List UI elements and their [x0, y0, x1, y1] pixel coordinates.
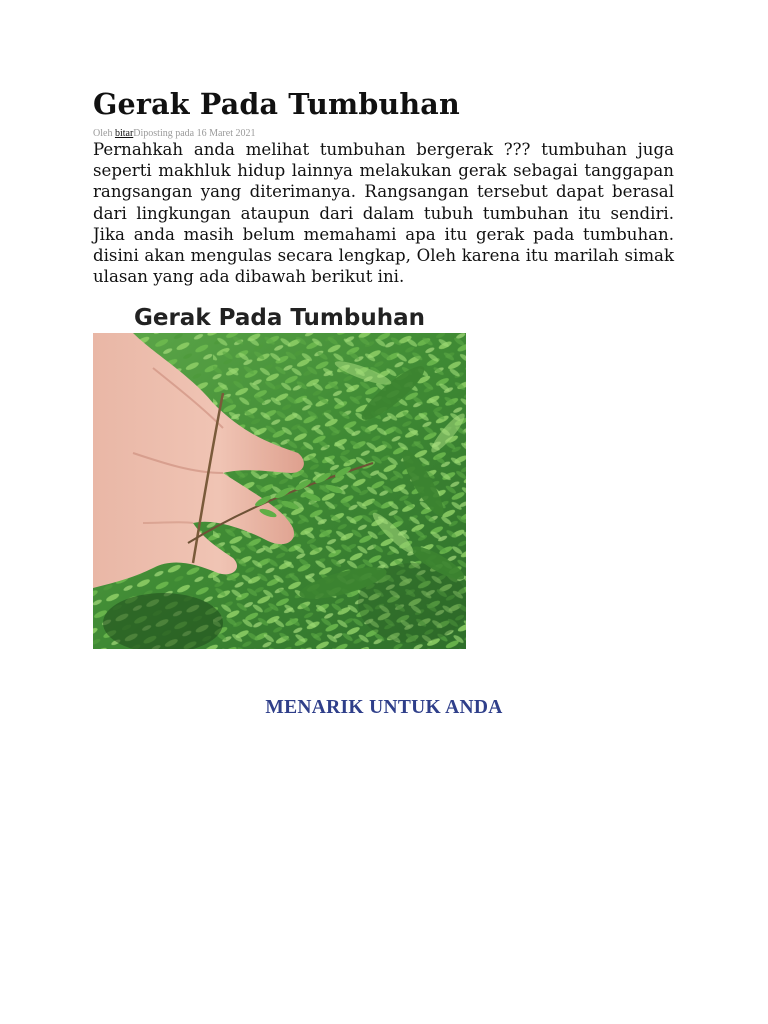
- article-figure: [93, 303, 466, 649]
- mimosa-plant-photo: [93, 333, 466, 649]
- meta-prefix: Oleh: [93, 128, 115, 139]
- meta-date: Diposting pada 16 Maret 2021: [133, 128, 256, 139]
- figure-caption: Gerak Pada Tumbuhan: [93, 303, 466, 333]
- author-link[interactable]: bitar: [114, 128, 134, 139]
- article: [93, 84, 674, 649]
- related-section-heading: MENARIK UNTUK ANDA: [265, 697, 503, 718]
- article-meta: [93, 128, 674, 139]
- article-title: Gerak Pada Tumbuhan: [93, 87, 460, 121]
- article-body: Pernahkah anda melihat tumbuhan bergerak ??? tumbuhan juga seperti makhluk hidup lainnya melakukan gerak sebagai tanggapan rangsangan yang diterimanya. Rangsangan tersebut dapat berasal dari lingkungan ataupun dari dalam tubuh tumbuhan itu sendiri. Jika anda masih belum memahami apa itu gerak pada tumbuhan. disini akan mengulas secara lengkap, Oleh karena itu marilah simak ulasan yang ada dibawah berikut ini.: [93, 140, 674, 287]
